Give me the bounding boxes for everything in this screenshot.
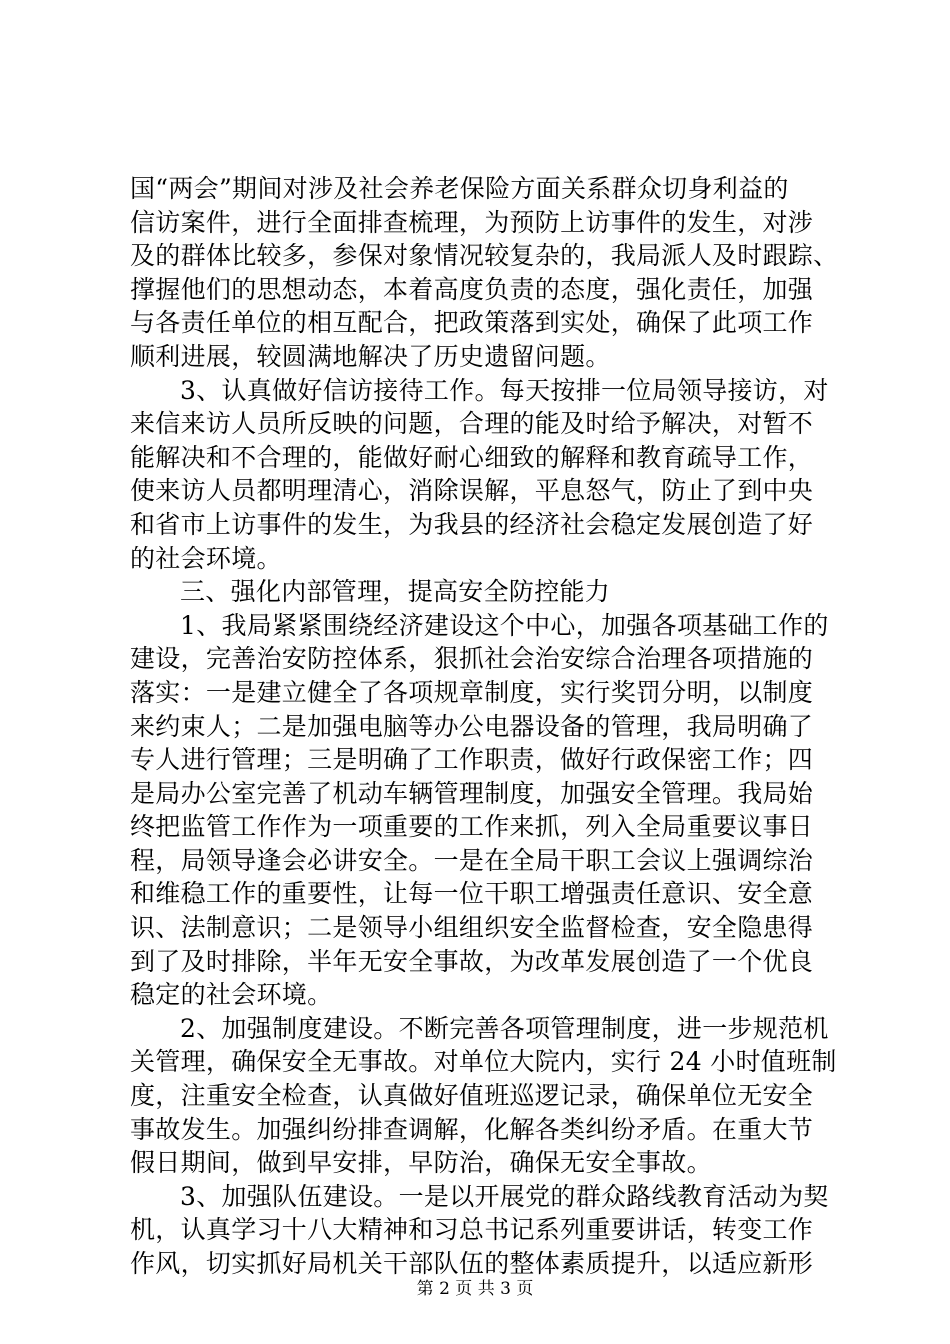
- text-line: 程，局领导逢会必讲安全。一是在全局干职工会议上强调综治: [130, 845, 814, 875]
- text-line: 假日期间，做到早安排，早防治，确保无安全事故。: [130, 1148, 712, 1178]
- text-line: 机，认真学习十八大精神和习总书记系列重要讲话，转变工作: [130, 1215, 814, 1245]
- text-line: 事故发生。加强纠纷排查调解，化解各类纠纷矛盾。在重大节: [130, 1114, 814, 1144]
- text-line: 能解决和不合理的，能做好耐心细致的解释和教育疏导工作，: [130, 442, 814, 472]
- text-line: 作风，切实抓好局机关干部队伍的整体素质提升，以适应新形: [130, 1249, 814, 1278]
- text-line: 使来访人员都明理清心，消除误解，平息怒气，防止了到中央: [130, 476, 814, 506]
- text-line: 专人进行管理；三是明确了工作职责，做好行政保密工作；四: [130, 745, 814, 775]
- paragraph-start-line: 3、加强队伍建设。一是以开展党的群众路线教育活动为契: [180, 1181, 829, 1211]
- text-line: 来约束人；二是加强电脑等办公电器设备的管理，我局明确了: [130, 711, 814, 741]
- page-number-footer: 第 2 页 共 3 页: [416, 1279, 534, 1299]
- paragraph-start-line: 2、加强制度建设。不断完善各项管理制度，进一步规范机: [180, 1013, 829, 1043]
- text-line: 撑握他们的思想动态，本着高度负责的态度，强化责任，加强: [130, 274, 814, 304]
- text-line: 度，注重安全检查，认真做好值班巡逻记录，确保单位无安全: [130, 1081, 814, 1111]
- text-line: 到了及时排除，半年无安全事故，为改革发展创造了一个优良: [130, 946, 814, 976]
- text-line: 信访案件，进行全面排查梳理，为预防上访事件的发生，对涉: [130, 207, 814, 237]
- text-line: 和维稳工作的重要性，让每一位干职工增强责任意识、安全意: [130, 879, 814, 909]
- text-line: 和省市上访事件的发生，为我县的经济社会稳定发展创造了好: [130, 509, 814, 539]
- section-heading: 三、强化内部管理，提高安全防控能力: [180, 577, 611, 607]
- text-line: 落实：一是建立健全了各项规章制度，实行奖罚分明，以制度: [130, 677, 814, 707]
- paragraph-start-line: 1、我局紧紧围绕经济建设这个中心，加强各项基础工作的: [180, 610, 829, 640]
- text-line: 顺利进展，较圆满地解决了历史遗留问题。: [130, 341, 611, 371]
- text-line: 稳定的社会环境。: [130, 980, 333, 1010]
- text-line: 终把监管工作作为一项重要的工作来抓，列入全局重要议事日: [130, 812, 814, 842]
- text-line: 与各责任单位的相互配合，把政策落到实处，确保了此项工作: [130, 308, 814, 338]
- text-line: 的社会环境。: [130, 543, 282, 573]
- text-line: 识、法制意识；二是领导小组组织安全监督检查，安全隐患得: [130, 913, 814, 943]
- paragraph-start-line: 3、认真做好信访接待工作。每天按排一位局领导接访，对: [180, 375, 829, 405]
- text-line: 及的群体比较多，参保对象情况较复杂的，我局派人及时跟踪、: [130, 241, 839, 271]
- text-line: 关管理，确保安全无事故。对单位大院内，实行 24 小时值班制: [130, 1047, 837, 1077]
- text-line: 来信来访人员所反映的问题，合理的能及时给予解决，对暂不: [130, 409, 814, 439]
- text-line: 是局办公室完善了机动车辆管理制度，加强安全管理。我局始: [130, 778, 814, 808]
- document-body: [130, 172, 839, 1281]
- text-line: 国“两会”期间对涉及社会养老保险方面关系群众切身利益的: [130, 174, 789, 203]
- text-line: 建设，完善治安防控体系，狠抓社会治安综合治理各项措施的: [130, 644, 814, 674]
